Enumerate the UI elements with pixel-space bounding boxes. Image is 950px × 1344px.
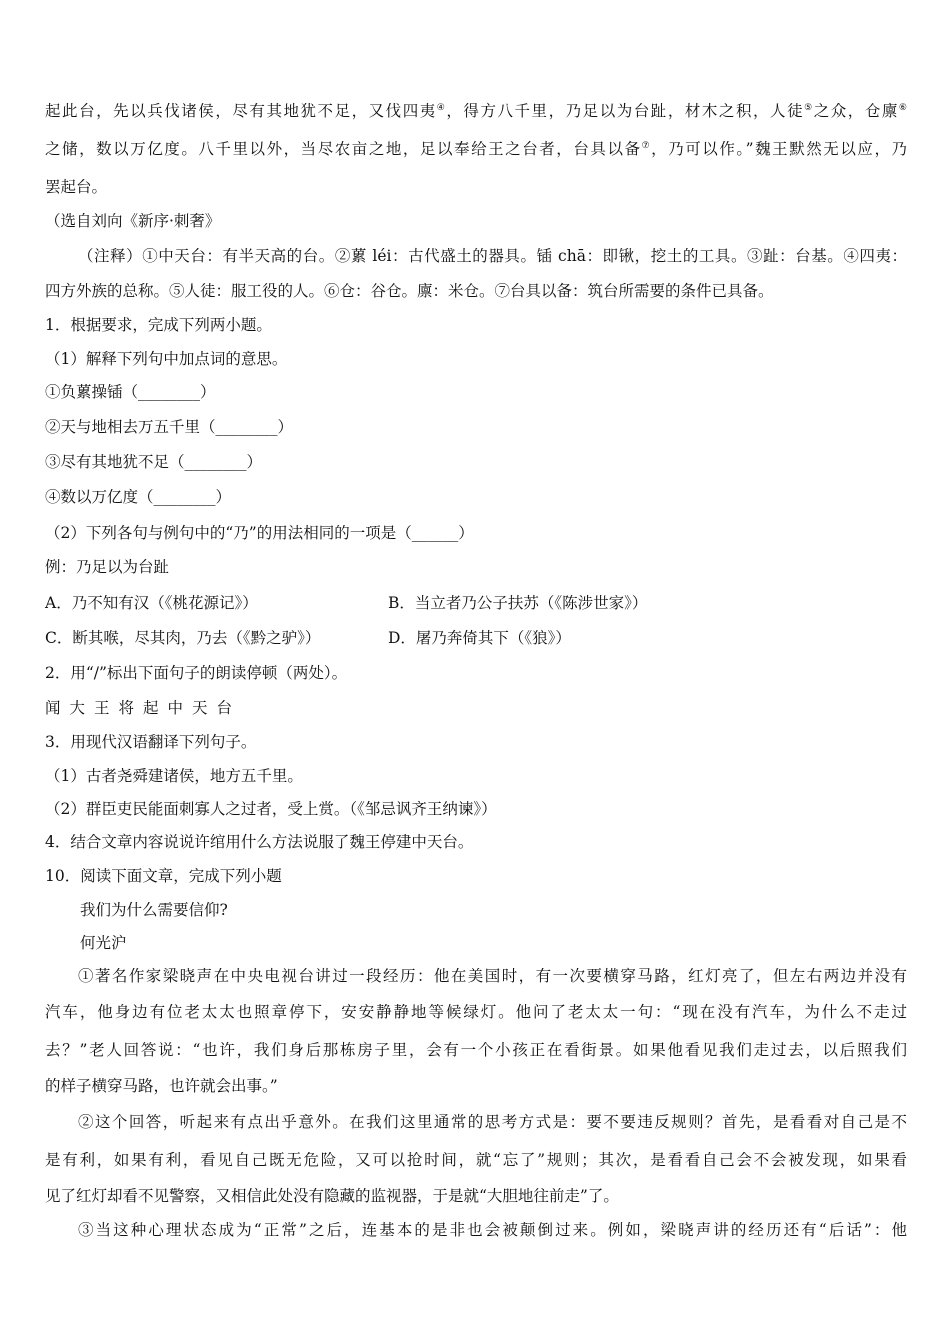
passage-line: 之储，数以万亿度。八千里以外，当尽农亩之地，足以奉给王之台者，台具以备⑦，乃可以作。”魏王默然无以应，乃 (45, 140, 907, 158)
article-paragraph-line: 的样子横穿马路，也许就会出事。” (45, 1077, 278, 1095)
question-1-title: 1．根据要求，完成下列两小题。 (45, 316, 272, 334)
question-1-item: ④数以万亿度（________） (45, 488, 232, 506)
question-2-sentence: 闻大王将起中天台 (45, 699, 242, 717)
option-row (45, 627, 907, 649)
question-1-sub2: （2）下列各句与例句中的“乃”的用法相同的一项是（______） (45, 524, 474, 542)
article-paragraph-line: 去？”老人回答说：“也许，我们身后那栋房子里，会有一个小孩正在看街景。如果他看见我们走过去，以后照我们 (45, 1041, 907, 1059)
question-3-title: 3．用现代汉语翻译下列句子。 (45, 733, 257, 751)
notes-line: （注释）①中天台：有半天高的台。②蔂 léi：古代盛土的器具。锸 chā：即锹，挖土的工具。③趾：台基。④四夷： (78, 247, 907, 265)
question-1-item: ②天与地相去万五千里（________） (45, 418, 294, 436)
notes-line: 四方外族的总称。⑤人徒：服工役的人。⑥仓：谷仓。廪：米仓。⑦台具以备：筑台所需要的条件已具备。 (45, 282, 774, 300)
source-citation: （选自刘向《新序·刺奢》 (45, 212, 221, 230)
article-paragraph-line: 见了红灯却看不见警察，又相信此处没有隐藏的监视器，于是就“大胆地往前走”了。 (45, 1187, 619, 1205)
passage-line: 起此台，先以兵伐诸侯，尽有其地犹不足，又伐四夷④，得方八千里，乃足以为台趾，材木之积，人徒⑤之众，仓廪⑥ (45, 102, 907, 120)
option-d: D．屠乃奔倚其下（《狼》） (388, 629, 571, 647)
article-paragraph-line: ①著名作家梁晓声在中央电视台讲过一段经历：他在美国时，有一次要横穿马路，红灯亮了，但左右两边并没有 (78, 967, 907, 985)
article-paragraph-line: ③当这种心理状态成为“正常”之后，连基本的是非也会被颠倒过来。例如，梁晓声讲的经历还有“后话”：他 (78, 1221, 907, 1239)
question-3-item: （2）群臣吏民能面刺寡人之过者，受上赏。（《邹忌讽齐王纳谏》） (45, 800, 497, 818)
question-1-item: ①负蔂操锸（________） (45, 383, 216, 401)
article-title: 我们为什么需要信仰? (80, 901, 228, 919)
article-author: 何光沪 (80, 934, 127, 952)
article-paragraph-line: 汽车，他身边有位老太太也照章停下，安安静静地等候绿灯。他问了老太太一句：“现在没有汽车，为什么不走过 (45, 1003, 907, 1021)
question-4-title: 4．结合文章内容说说许绾用什么方法说服了魏王停建中天台。 (45, 833, 474, 851)
option-a: A．乃不知有汉（《桃花源记》） (45, 594, 258, 612)
question-3-item: （1）古者尧舜建诸侯，地方五千里。 (45, 767, 303, 785)
question-1-sub1: （1）解释下列句中加点词的意思。 (45, 350, 288, 368)
footnote-marker: ⑦ (641, 140, 652, 151)
passage-line: 罢起台。 (45, 178, 108, 196)
option-b: B．当立者乃公子扶苏（《陈涉世家》） (388, 594, 648, 612)
footnote-marker: ④ (436, 102, 447, 113)
question-2-title: 2．用“/”标出下面句子的朗读停顿（两处）。 (45, 664, 348, 682)
option-row (45, 592, 907, 614)
question-1-item: ③尽有其地犹不足（________） (45, 453, 263, 471)
option-c: C．断其喉，尽其肉，乃去（《黔之驴》） (45, 629, 321, 647)
question-10-title: 10．阅读下面文章，完成下列小题 (45, 867, 282, 885)
question-1-example: 例：乃足以为台趾 (45, 558, 170, 576)
article-paragraph-line: 是有利，如果有利，看见自己既无危险，又可以抢时间，就“忘了”规则；其次，是看看自己会不会被发现，如果看 (45, 1151, 907, 1169)
footnote-marker: ⑤ (804, 102, 814, 113)
footnote-marker: ⑥ (898, 102, 907, 113)
article-paragraph-line: ②这个回答，听起来有点出乎意外。在我们这里通常的思考方式是：要不要违反规则？首先，是看看对自己是不 (78, 1113, 907, 1131)
